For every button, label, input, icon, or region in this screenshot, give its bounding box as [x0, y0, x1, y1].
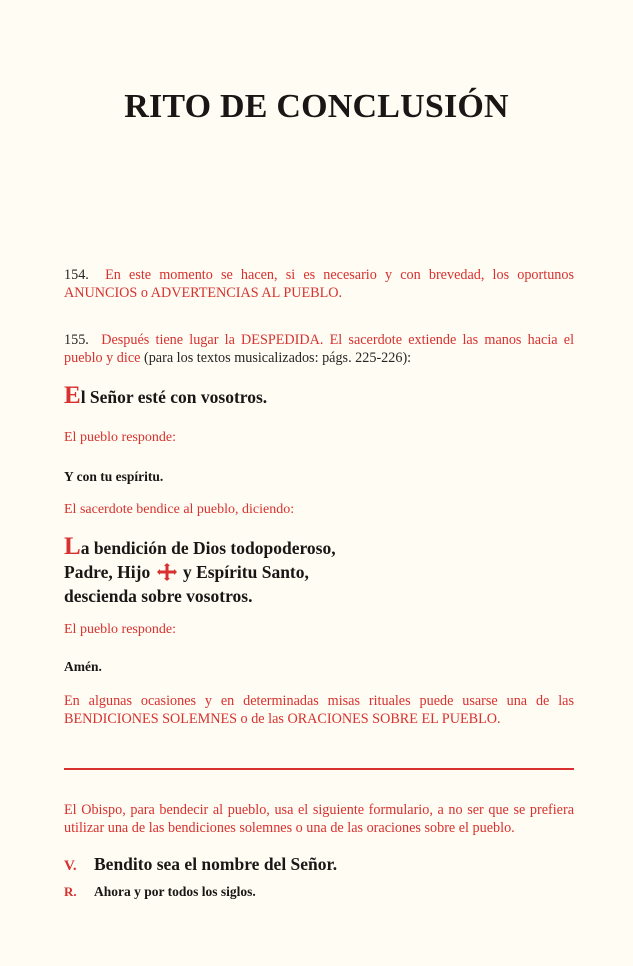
- paragraph-154-text: En este momento se hacen, si es necesario y con brevedad, los oportunos ANUNCIOS o ADVERTENCIAS AL PUEBLO.: [64, 267, 574, 301]
- paragraph-154: [64, 266, 574, 302]
- response-text: Ahora y por todos los siglos.: [94, 884, 256, 899]
- paragraph-155: [64, 331, 574, 367]
- blessing-cross-icon: [157, 563, 177, 581]
- rubric-people-respond-2: El pueblo responde:: [64, 622, 176, 637]
- blessing-line-1-text: a bendición de Dios todopoderoso,: [80, 538, 336, 558]
- section-divider: [64, 768, 574, 770]
- people-response-amen: Amén.: [64, 659, 102, 674]
- blessing-line-2-before: Padre, Hijo: [64, 562, 151, 582]
- blessing-initial: L: [64, 533, 81, 560]
- blessing-line-3: descienda sobre vosotros.: [64, 586, 253, 606]
- blessing-formula: [64, 535, 574, 608]
- paragraph-155-reference: (para los textos musicalizados: págs. 225-226):: [143, 350, 412, 366]
- greeting-text: l Señor esté con vosotros.: [80, 387, 268, 407]
- response-symbol: R.: [64, 884, 77, 899]
- blessing-line-2: [64, 560, 574, 584]
- blessing-line-2-after: y Espíritu Santo,: [182, 562, 309, 582]
- versicle-symbol: V.: [64, 858, 77, 874]
- paragraph-number-155: 155.: [64, 332, 89, 348]
- rubric-priest-blesses: El sacerdote bendice al pueblo, diciendo:: [64, 502, 295, 517]
- page-title: RITO DE CONCLUSIÓN: [124, 88, 509, 125]
- versicle-row: [64, 852, 337, 878]
- note-solemn-blessings: En algunas ocasiones y en determinadas misas rituales puede usarse una de las BENDICIONES SOLEMNES o de las ORACIONES SOBRE EL PUEBLO.: [64, 693, 574, 727]
- rubric-people-respond-1: El pueblo responde:: [64, 430, 176, 445]
- bishop-rubric: El Obispo, para bendecir al pueblo, usa el siguiente formulario, a no ser que se prefiera utilizar una de las bendiciones solemnes o una de las oraciones sobre el pueblo.: [64, 802, 574, 836]
- people-response-1: Y con tu espíritu.: [64, 469, 164, 484]
- paragraph-number-154: 154.: [64, 267, 89, 283]
- priest-greeting: [64, 384, 574, 409]
- greeting-initial: E: [64, 382, 81, 409]
- response-row: [64, 884, 256, 900]
- blessing-line-1: [64, 535, 574, 560]
- versicle-text: Bendito sea el nombre del Señor.: [94, 854, 338, 874]
- paragraph-155-text: Después tiene lugar la DESPEDIDA. El sacerdote extiende las manos hacia el pueblo y dice: [64, 332, 575, 366]
